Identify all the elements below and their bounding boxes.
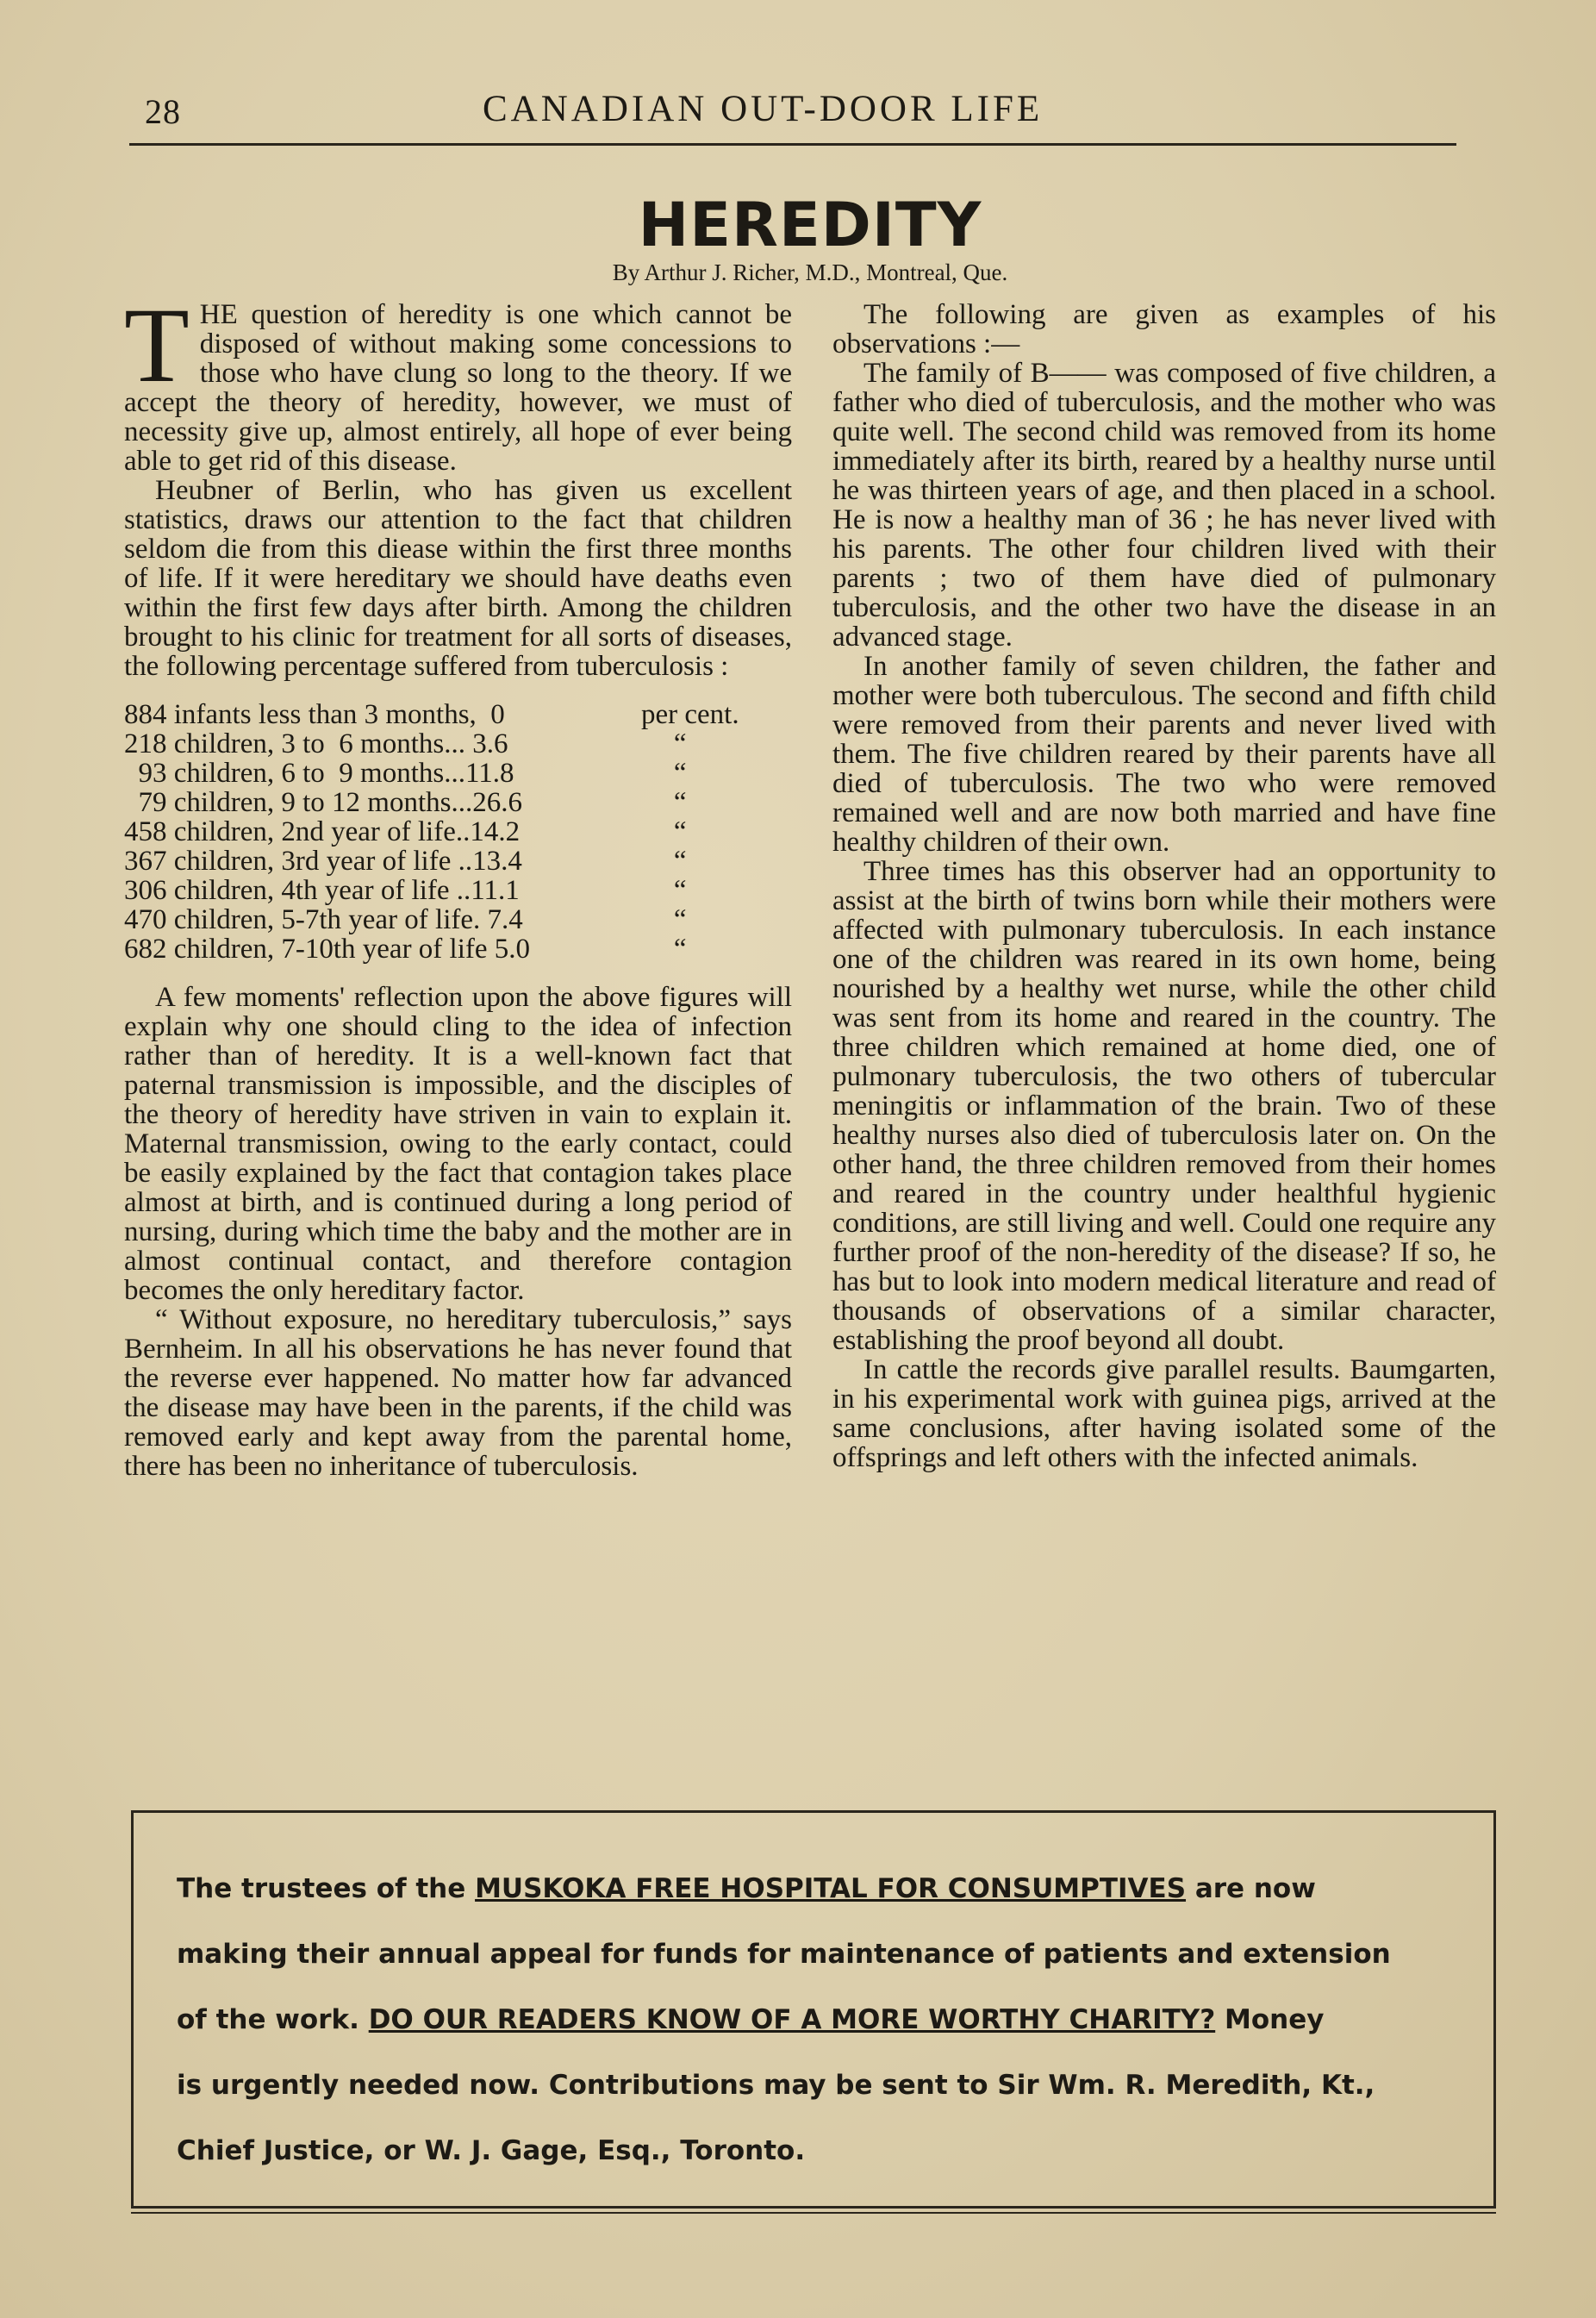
statistics-row bbox=[124, 729, 792, 759]
statistics-row bbox=[124, 847, 792, 876]
statistics-label: 218 children, 3 to 6 months... 3.6 bbox=[124, 728, 508, 759]
statistics-unit: “ bbox=[673, 758, 687, 789]
statistics-row bbox=[124, 876, 792, 905]
hospital-appeal-notice bbox=[131, 1810, 1496, 2209]
paragraph: The following are given as examples of his observations :— bbox=[832, 299, 1496, 359]
statistics-unit: “ bbox=[673, 728, 687, 759]
paragraph: Heubner of Berlin, who has given us excellent statistics, draws our attention to the fact that children seldom die from this diease within the first three months of life. If it were hereditary we should have deaths even within the first few days after birth. Among the children brought to his clinic for treatment for all sorts of diseases, the following percentage suffered from tuberculosis : bbox=[124, 475, 792, 682]
statistics-label: 93 children, 6 to 9 months...11.8 bbox=[124, 758, 514, 789]
notice-text-segment: of the work. bbox=[177, 2004, 369, 2035]
statistics-label: 884 infants less than 3 months, 0 bbox=[124, 699, 505, 730]
statistics-unit: “ bbox=[673, 816, 687, 847]
statistics-row bbox=[124, 788, 792, 817]
paragraph: Three times has this observer had an opportunity to assist at the birth of twins born while their mothers were affected with pulmonary tuberculosis. In each instance one of the children was reared in its own home, being nourished by a healthy wet nurse, while the other child was sent from its home and reared in the country. The three children which remained at home died, one of pulmonary tuberculosis, the two others of tubercular meningitis or inflammation of the brain. Two of these healthy nurses also died of tuberculosis later on. On the other hand, the three children removed from their homes and reared in the country under healthful hygienic conditions, are still living and well. Could one require any further proof of the non-heredity of the disease? If so, he has but to look into modern medical literature and read of thousands of observations of a similar character, establishing the proof beyond all doubt. bbox=[832, 856, 1496, 1356]
header-divider bbox=[129, 143, 1456, 146]
paragraph bbox=[124, 286, 792, 477]
notice-text-segment: Money bbox=[1215, 2004, 1325, 2035]
bottom-divider bbox=[131, 2212, 1496, 2214]
paragraph: “ Without exposure, no hereditary tuberculosis,” says Bernheim. In all his observations he has never found that the reverse ever happened. No matter how far advanced the disease may have been in the parents, if the child was removed early and kept away from the parental home, there has been no inheritance of tuberculosis. bbox=[124, 1304, 792, 1482]
notice-line bbox=[177, 1987, 1461, 2052]
drop-cap: T bbox=[124, 286, 190, 404]
statistics-row bbox=[124, 700, 792, 729]
paragraph: The family of B—— was composed of five children, a father who died of tuberculosis, and the mother who was quite well. The second child was removed from its home immediately after its birth, reared by a healthy nurse until he was thirteen years of age, and then placed in a school. He is now a healthy man of 36 ; he has never lived with his parents. The other four children lived with their parents ; two of them have died of pulmonary tuberculosis, and the other two have the disease in an advanced stage. bbox=[832, 358, 1496, 653]
statistics-table bbox=[124, 700, 792, 964]
statistics-label: 367 children, 3rd year of life ..13.4 bbox=[124, 846, 522, 877]
notice-text-segment: The trustees of the bbox=[177, 1873, 476, 1904]
statistics-unit: “ bbox=[673, 787, 687, 818]
right-column bbox=[832, 300, 1496, 1472]
statistics-label: 306 children, 4th year of life ..11.1 bbox=[124, 875, 520, 906]
article-byline: By Arthur J. Richer, M.D., Montreal, Que. bbox=[612, 259, 1008, 285]
paragraph-text: HE question of heredity is one which cannot be disposed of without making some concessions to those who have clung so long to the theory. If we accept the theory of heredity, however, we must of necessity give up, almost entirely, all hope of ever being able to get rid of this disease. bbox=[124, 299, 792, 477]
notice-line: is urgently needed now. Contributions may be sent to Sir Wm. R. Meredith, Kt., bbox=[177, 2070, 1375, 2101]
journal-title: CANADIAN OUT-DOOR LIFE bbox=[483, 89, 1044, 129]
notice-line: making their annual appeal for funds for maintenance of patients and extension bbox=[177, 1939, 1391, 1970]
statistics-unit: “ bbox=[673, 904, 687, 935]
notice-line bbox=[177, 1856, 1461, 1921]
statistics-row bbox=[124, 817, 792, 847]
statistics-label: 470 children, 5-7th year of life. 7.4 bbox=[124, 904, 523, 935]
statistics-label: 458 children, 2nd year of life..14.2 bbox=[124, 816, 521, 847]
statistics-row bbox=[124, 905, 792, 934]
page-number: 28 bbox=[145, 92, 181, 131]
notice-line: Chief Justice, or W. J. Gage, Esq., Toronto. bbox=[177, 2135, 806, 2166]
statistics-row bbox=[124, 934, 792, 964]
statistics-unit: “ bbox=[673, 875, 687, 906]
statistics-row bbox=[124, 759, 792, 788]
statistics-unit: per cent. bbox=[641, 699, 739, 730]
running-head bbox=[129, 83, 1465, 134]
paragraph: In cattle the records give parallel results. Baumgarten, in his experimental work with guinea pigs, arrived at the same conclusions, after having isolated some of the offsprings and left others with the infected animals. bbox=[832, 1354, 1496, 1473]
paragraph: In another family of seven children, the father and mother were both tuberculous. The second and fifth child were removed from their parents and never lived with them. The five children reared by their parents have all died of tuberculosis. The two who were removed remained well and are now both married and have fine healthy children of their own. bbox=[832, 651, 1496, 858]
statistics-label: 682 children, 7-10th year of life 5.0 bbox=[124, 934, 531, 965]
statistics-unit: “ bbox=[673, 934, 687, 965]
statistics-label: 79 children, 9 to 12 months...26.6 bbox=[124, 787, 522, 818]
notice-text-segment: are now bbox=[1186, 1873, 1316, 1904]
notice-text bbox=[177, 1856, 1461, 2184]
charity-question: DO OUR READERS KNOW OF A MORE WORTHY CHARITY? bbox=[368, 2004, 1216, 2035]
article-title: HEREDITY bbox=[638, 190, 982, 260]
hospital-name: MUSKOKA FREE HOSPITAL FOR CONSUMPTIVES bbox=[475, 1873, 1187, 1904]
statistics-unit: “ bbox=[673, 846, 687, 877]
left-column bbox=[124, 286, 792, 1482]
paragraph: A few moments' reflection upon the above figures will explain why one should cling to the idea of infection rather than of heredity. It is a well-known fact that paternal transmission is impossible, and the disciples of the theory of heredity have striven in vain to explain it. Maternal transmission, owing to the early contact, could be easily explained by the fact that contagion takes place almost at birth, and is continued during a long period of nursing, during which time the baby and the mother are in almost continual contact, and therefore contagion becomes the only hereditary factor. bbox=[124, 982, 792, 1306]
